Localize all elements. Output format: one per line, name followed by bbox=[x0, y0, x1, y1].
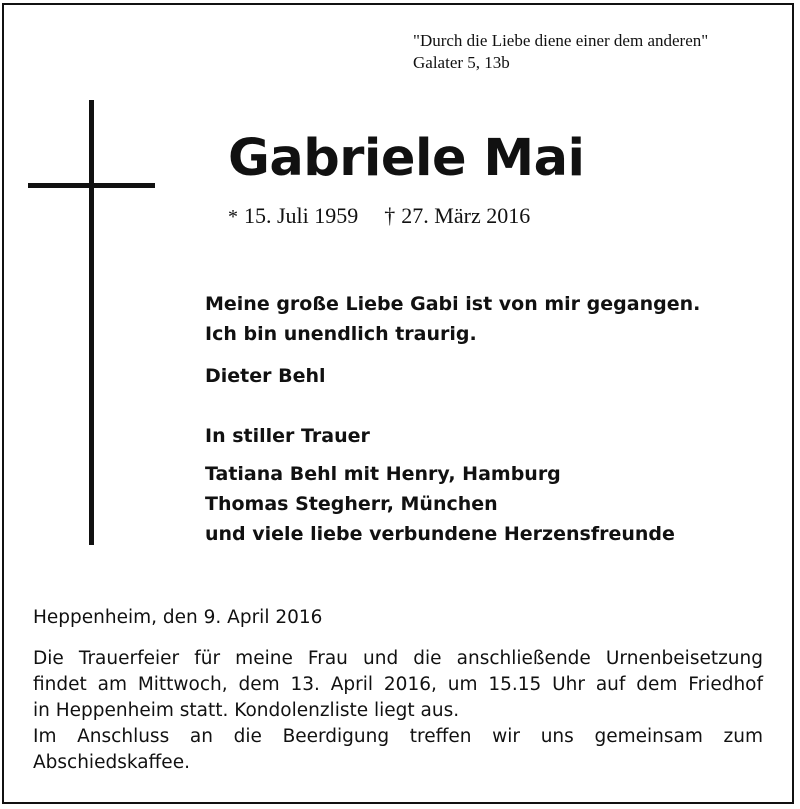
details-line: in Heppenheim statt. Kondolenzliste liegt aus. bbox=[33, 700, 460, 721]
death-date: 27. März 2016 bbox=[401, 203, 531, 228]
personal-message bbox=[205, 289, 700, 349]
birth-date: 15. Juli 1959 bbox=[244, 203, 359, 228]
deceased-name: Gabriele Mai bbox=[228, 129, 585, 188]
mourner-name: und viele liebe verbundene Herzensfreunde bbox=[205, 523, 675, 545]
life-dates bbox=[228, 202, 530, 231]
details-line: Die Trauerfeier für meine Frau und die anschließende Urnenbeisetzung bbox=[33, 648, 763, 669]
death-cross-icon: † bbox=[384, 203, 396, 228]
cross-icon-bar bbox=[28, 183, 155, 188]
verse-reference: Galater 5, 13b bbox=[413, 53, 510, 72]
birth-star-icon: * bbox=[228, 206, 238, 228]
verse-quote: "Durch die Liebe diene einer dem anderen" bbox=[413, 31, 709, 50]
cross-icon bbox=[89, 100, 94, 545]
mourners-list bbox=[205, 459, 675, 549]
place-and-date: Heppenheim, den 9. April 2016 bbox=[33, 607, 323, 628]
message-line: Ich bin unendlich traurig. bbox=[205, 323, 477, 345]
message-line: Meine große Liebe Gabi ist von mir gegangen. bbox=[205, 293, 701, 315]
mourner-name: Thomas Stegherr, München bbox=[205, 493, 498, 515]
details-line: findet am Mittwoch, dem 13. April 2016, um 15.15 Uhr auf dem Friedhof bbox=[33, 674, 763, 695]
mourner-name: Tatiana Behl mit Henry, Hamburg bbox=[205, 463, 561, 485]
details-line: Abschiedskaffee. bbox=[33, 752, 190, 773]
funeral-details bbox=[33, 646, 763, 776]
details-line: Im Anschluss an die Beerdigung treffen wir uns gemeinsam zum bbox=[33, 726, 763, 747]
message-signature: Dieter Behl bbox=[205, 365, 326, 387]
mourners-intro: In stiller Trauer bbox=[205, 425, 370, 447]
bible-verse bbox=[413, 30, 708, 74]
